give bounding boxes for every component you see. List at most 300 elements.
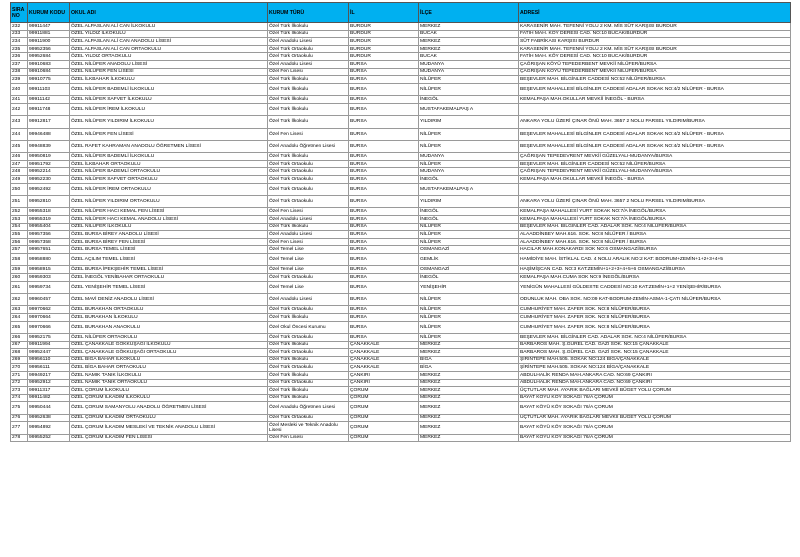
il-cell: BURDUR bbox=[349, 23, 419, 31]
table-row bbox=[11, 53, 791, 61]
il-cell: BURSA bbox=[349, 103, 419, 115]
il-cell: BURSA bbox=[349, 223, 419, 231]
ilce-cell: YENİŞEHİR bbox=[419, 281, 519, 293]
table-row bbox=[11, 321, 791, 333]
adres-cell: ÜÇTUTLAR MAH. AYARIK BAĞLARI MEVKİİ BÜGET YOLU ÇORUM bbox=[519, 414, 791, 422]
sira-no-cell: 235 bbox=[11, 45, 28, 53]
adres-cell: CUMHURİYET MAH. ZAFER SOK. NO:8 NİLÜFER/BURSA bbox=[519, 321, 791, 333]
adres-cell: KEMALPAŞA MAH.OKULLAR MEVKİİ İNEGÖL - BURSA bbox=[519, 176, 791, 184]
ilce-cell: İNEGÖL bbox=[419, 176, 519, 184]
kurum-turu-cell: Özel Türk Ortaokulu bbox=[268, 379, 349, 387]
table-row bbox=[11, 38, 791, 46]
adres-cell: BEŞEVLER MAHALLESİ BİLGİNLER CADDESİ ADALAR SOKAK NO:4/2 NİLÜFER - BURSA bbox=[519, 83, 791, 95]
kurum-kodu-cell: 99951792 bbox=[28, 160, 70, 168]
okul-adi-cell: ÖZEL NİLÜFER SAFVET ORTAOKULU bbox=[70, 176, 268, 184]
header-kurum-turu: KURUM TÜRÜ bbox=[268, 3, 349, 23]
kurum-turu-cell: Özel Fen Lisesi bbox=[268, 434, 349, 442]
sira-no-cell: 246 bbox=[11, 153, 28, 161]
ilce-cell: YILDIRIM bbox=[419, 196, 519, 208]
okul-adi-cell: ÖZEL BURAKHAN İLKOKULU bbox=[70, 313, 268, 321]
kurum-kodu-cell: 99912817 bbox=[28, 116, 70, 128]
kurum-turu-cell: Özel Türk İlkokulu bbox=[268, 223, 349, 231]
okul-adi-cell: ÖZEL NİLÜFER FEN LİSESİ bbox=[70, 68, 268, 76]
ilce-cell: MERKEZ bbox=[419, 379, 519, 387]
sira-no-cell: 276 bbox=[11, 414, 28, 422]
ilce-cell: MUDANYA bbox=[419, 68, 519, 76]
adres-cell: KEMALPAŞA MAHALLESİ YURT SOKAK NO:7/A İNEGÖL/BURSA bbox=[519, 216, 791, 224]
ilce-cell: İNEGÖL bbox=[419, 274, 519, 282]
sira-no-cell: 233 bbox=[11, 30, 28, 38]
ilce-cell: MERKEZ bbox=[419, 38, 519, 46]
kurum-kodu-cell: 99960457 bbox=[28, 293, 70, 305]
kurum-kodu-cell: 99952684 bbox=[28, 53, 70, 61]
il-cell: ÇANKIRI bbox=[349, 371, 419, 379]
kurum-turu-cell: Özel Türk İlkokulu bbox=[268, 394, 349, 402]
kurum-kodu-cell: 99956110 bbox=[28, 356, 70, 364]
table-row bbox=[11, 274, 791, 282]
kurum-kodu-cell: 99952230 bbox=[28, 176, 70, 184]
sira-no-cell: 251 bbox=[11, 196, 28, 208]
ilce-cell: BİGA bbox=[419, 364, 519, 372]
kurum-turu-cell: Özel Fen Lisesi bbox=[268, 238, 349, 246]
sira-no-cell: 253 bbox=[11, 216, 28, 224]
table-row bbox=[11, 60, 791, 68]
adres-cell: BEŞEVLER MAH. BİLGİNLER CAD. ADALAR SOK. NO:4 NİLÜFER/BURSA bbox=[519, 223, 791, 231]
sira-no-cell: 269 bbox=[11, 356, 28, 364]
ilce-cell: MERKEZ bbox=[419, 434, 519, 442]
table-row bbox=[11, 45, 791, 53]
okul-adi-cell: ÖZEL İLKBAHAR ORTAOKULU bbox=[70, 160, 268, 168]
ilce-cell: MUDANYA bbox=[419, 153, 519, 161]
kurum-turu-cell: Özel Türk İlkokulu bbox=[268, 341, 349, 349]
il-cell: BURSA bbox=[349, 231, 419, 239]
sira-no-cell: 254 bbox=[11, 223, 28, 231]
okul-adi-cell: ÖZEL NİLÜFER HACI KEMAL FEN LİSESİ bbox=[70, 208, 268, 216]
kurum-turu-cell: Özel Türk Ortaokulu bbox=[268, 349, 349, 357]
kurum-kodu-cell: 99952912 bbox=[28, 379, 70, 387]
adres-cell: BEŞEVLER MAHALLESİ BİLGİNLER CADDESİ ADALAR SOKAK NO:4/2 NİLÜFER - BURSA bbox=[519, 140, 791, 152]
okul-adi-cell: ÖZEL NİLÜFER HACI KEMAL ANADOLU LİSESİ bbox=[70, 216, 268, 224]
kurum-turu-cell: Özel Türk İlkokulu bbox=[268, 103, 349, 115]
adres-cell: ALAADDİNBEY MAH.616. SOK. NO:8 NİLÜFER / BURSA bbox=[519, 238, 791, 246]
adres-cell: BAYAT KÖYÜ KÖY SOKAĞI 76/A ÇORUM bbox=[519, 434, 791, 442]
table-row bbox=[11, 371, 791, 379]
okul-adi-cell: ÖZEL NİLÜFER BADEMLİ İLKOKULU bbox=[70, 153, 268, 161]
sira-no-cell: 273 bbox=[11, 387, 28, 395]
sira-no-cell: 274 bbox=[11, 394, 28, 402]
sira-no-cell: 255 bbox=[11, 231, 28, 239]
sira-no-cell: 278 bbox=[11, 434, 28, 442]
il-cell: BURSA bbox=[349, 96, 419, 104]
okul-adi-cell: ÖZEL NİLÜFER İREM İLKOKULU bbox=[70, 103, 268, 115]
kurum-kodu-cell: 99970664 bbox=[28, 313, 70, 321]
okul-adi-cell: ÖZEL ÇORUM SAMANYOLU ANADOLU ÖĞRETMEN LİSESİ bbox=[70, 402, 268, 414]
okul-adi-cell: ÖZEL NİLÜFER BADEMLİ İLKOKULU bbox=[70, 83, 268, 95]
table-row bbox=[11, 281, 791, 293]
kurum-kodu-cell: 99911482 bbox=[28, 394, 70, 402]
kurum-kodu-cell: 99952638 bbox=[28, 414, 70, 422]
table-row bbox=[11, 231, 791, 239]
ilce-cell: MERKEZ bbox=[419, 341, 519, 349]
adres-cell: BEŞEVLER MAH. BİLGİNLER CADDESİ NO:52 NİLÜFER/BURSA bbox=[519, 160, 791, 168]
adres-cell: ÇAĞRIŞAN KÖYÜ TEPEDERBENT MEVKİİ NİLÜFER/BURSA bbox=[519, 68, 791, 76]
kurum-kodu-cell: 99970662 bbox=[28, 306, 70, 314]
table-row bbox=[11, 83, 791, 95]
kurum-turu-cell: Özel Türk Ortaokulu bbox=[268, 274, 349, 282]
adres-cell: ŞİRİNTEPE MAH.505. SOKAK NO:124 BİGA/ÇANAKKALE bbox=[519, 356, 791, 364]
sira-no-cell: 277 bbox=[11, 422, 28, 434]
kurum-turu-cell: Özel Türk Ortaokulu bbox=[268, 414, 349, 422]
adres-cell bbox=[519, 183, 791, 195]
kurum-kodu-cell: 99952492 bbox=[28, 183, 70, 195]
okul-adi-cell: ÖZEL RAFET KAHRAMAN ANADOLU ÖĞRETMEN LİSESİ bbox=[70, 140, 268, 152]
kurum-turu-cell: Özel Anadolu Lisesi bbox=[268, 231, 349, 239]
table-row bbox=[11, 208, 791, 216]
kurum-kodu-cell: 99955252 bbox=[28, 434, 70, 442]
adres-cell: BEŞEVLER MAH. BİLGİNLER CADDESİ NO:52 NİLÜFER/BURSA bbox=[519, 76, 791, 84]
ilce-cell: BİGA bbox=[419, 356, 519, 364]
ilce-cell: MERKEZ bbox=[419, 371, 519, 379]
kurum-kodu-cell: 99950444 bbox=[28, 402, 70, 414]
adres-cell: KARASENİR MAH. TEFENNİ YOLU 2 KM. MİS SÜT KARŞISI BURDUR bbox=[519, 45, 791, 53]
il-cell: BURSA bbox=[349, 238, 419, 246]
kurum-turu-cell: Özel Anadolu Öğretmen Lisesi bbox=[268, 402, 349, 414]
il-cell: BURSA bbox=[349, 153, 419, 161]
kurum-kodu-cell: 99911447 bbox=[28, 23, 70, 31]
il-cell: BURSA bbox=[349, 160, 419, 168]
kurum-turu-cell: Özel Türk İlkokulu bbox=[268, 371, 349, 379]
ilce-cell: İNEGÖL bbox=[419, 96, 519, 104]
adres-cell: FATİH MAH. KÖY DERESİ CAD. NO:10 BUCAK/BURDUR bbox=[519, 53, 791, 61]
kurum-kodu-cell: 99952447 bbox=[28, 349, 70, 357]
kurum-turu-cell: Özel Türk Ortaokulu bbox=[268, 160, 349, 168]
sira-no-cell: 238 bbox=[11, 68, 28, 76]
ilce-cell: MERKEZ bbox=[419, 402, 519, 414]
table-row bbox=[11, 306, 791, 314]
adres-cell: BARBAROS MAH. Ş.GÜREL CAD. GAZİ SOK. NO:15 ÇANAKKALE bbox=[519, 341, 791, 349]
okul-adi-cell: ÖZEL NAMIK TANIK İLKOKULU bbox=[70, 371, 268, 379]
il-cell: BURSA bbox=[349, 60, 419, 68]
kurum-kodu-cell: 99955319 bbox=[28, 216, 70, 224]
kurum-kodu-cell: 99958915 bbox=[28, 266, 70, 274]
kurum-turu-cell: Özel Türk İlkokulu bbox=[268, 30, 349, 38]
adres-cell: FATİH MAH. KÖY DERESİ CAD. NO:10 BUCAK/BURDUR bbox=[519, 30, 791, 38]
ilce-cell: BUCAK bbox=[419, 30, 519, 38]
sira-no-cell: 250 bbox=[11, 183, 28, 195]
il-cell: BURSA bbox=[349, 254, 419, 266]
table-row bbox=[11, 168, 791, 176]
kurum-turu-cell: Özel Türk İlkokulu bbox=[268, 387, 349, 395]
table-row bbox=[11, 76, 791, 84]
sira-no-cell: 268 bbox=[11, 349, 28, 357]
il-cell: BURSA bbox=[349, 76, 419, 84]
kurum-turu-cell: Özel Temel Lise bbox=[268, 281, 349, 293]
il-cell: ÇANAKKALE bbox=[349, 349, 419, 357]
table-row bbox=[11, 216, 791, 224]
okul-adi-cell: ÖZEL AÇILIM TEMEL LİSESİ bbox=[70, 254, 268, 266]
il-cell: BURSA bbox=[349, 266, 419, 274]
table-row bbox=[11, 116, 791, 128]
adres-cell: BAYAT KÖYÜ KÖY SOKAĞI 76/A ÇORUM bbox=[519, 394, 791, 402]
sira-no-cell: 270 bbox=[11, 364, 28, 372]
adres-cell: KEMALPAŞA MAHALLESİ YURT SOKAK NO:7/A İNEGÖL/BURSA bbox=[519, 208, 791, 216]
header-ilce: İLÇE bbox=[419, 3, 519, 23]
adres-cell: ÇAĞRIŞAN KÖYÜ TEPEDERBENT MEVKİİ NİLÜFER/BURSA bbox=[519, 60, 791, 68]
kurum-kodu-cell: 99911748 bbox=[28, 103, 70, 115]
kurum-turu-cell: Özel Fen Lisesi bbox=[268, 128, 349, 140]
sira-no-cell: 258 bbox=[11, 254, 28, 266]
sira-no-cell: 261 bbox=[11, 281, 28, 293]
kurum-kodu-cell: 99910775 bbox=[28, 76, 70, 84]
adres-cell: BARBAROS MAH. Ş.GÜREL CAD. GAZİ SOK. NO:15 ÇANAKKALE bbox=[519, 349, 791, 357]
adres-cell: HACILAR MAH.KONAKARDI SOK NO:6 OSMANGAZİ/BURSA bbox=[519, 246, 791, 254]
sira-no-cell: 256 bbox=[11, 238, 28, 246]
sira-no-cell: 239 bbox=[11, 76, 28, 84]
kurum-kodu-cell: 99952175 bbox=[28, 333, 70, 341]
okul-adi-cell: ÖZEL BURSA TEMEL LİSESİ bbox=[70, 246, 268, 254]
il-cell: BURDUR bbox=[349, 53, 419, 61]
table-row bbox=[11, 30, 791, 38]
adres-cell: KARASENİR MAH. TEFENNİ YOLU 2 KM. MİS SÜT KARŞISI BURDUR bbox=[519, 23, 791, 31]
table-row bbox=[11, 223, 791, 231]
il-cell: BURSA bbox=[349, 183, 419, 195]
table-row bbox=[11, 140, 791, 152]
table-row bbox=[11, 238, 791, 246]
kurum-kodu-cell: 99957358 bbox=[28, 238, 70, 246]
il-cell: BURSA bbox=[349, 216, 419, 224]
il-cell: BURSA bbox=[349, 246, 419, 254]
ilce-cell: MUDANYA bbox=[419, 168, 519, 176]
okul-adi-cell: ÖZEL NİLÜFER BADEMLİ ORTAOKULU bbox=[70, 168, 268, 176]
sira-no-cell: 259 bbox=[11, 266, 28, 274]
sira-no-cell: 267 bbox=[11, 341, 28, 349]
il-cell: ÇORUM bbox=[349, 414, 419, 422]
school-table bbox=[10, 2, 791, 442]
ilce-cell: NİLÜFER bbox=[419, 231, 519, 239]
adres-cell: BEŞEVLER MAH. BİLGİNLER CAD. ADALAR SOK. NO:4 NİLÜFER/BURSA bbox=[519, 333, 791, 341]
kurum-kodu-cell: 99959734 bbox=[28, 281, 70, 293]
okul-adi-cell: ÖZEL NİLÜFER SAFVET İLKOKULU bbox=[70, 96, 268, 104]
adres-cell: BAYAT KÖYÜ KÖY SOKAĞI 76/A ÇORUM bbox=[519, 402, 791, 414]
table-row bbox=[11, 414, 791, 422]
okul-adi-cell: ÖZEL NİLÜFER FEN LİSESİ bbox=[70, 128, 268, 140]
okul-adi-cell: ÖZEL BURSA İPEKŞEHİR TEMEL LİSESİ bbox=[70, 266, 268, 274]
kurum-kodu-cell: 99911900 bbox=[28, 38, 70, 46]
sira-no-cell: 245 bbox=[11, 140, 28, 152]
ilce-cell: NİLÜFER bbox=[419, 160, 519, 168]
kurum-turu-cell: Özel Türk İlkokulu bbox=[268, 83, 349, 95]
il-cell: ÇANAKKALE bbox=[349, 356, 419, 364]
sira-no-cell: 260 bbox=[11, 274, 28, 282]
il-cell: BURDUR bbox=[349, 45, 419, 53]
header-kurum-kodu: KURUM KODU bbox=[28, 3, 70, 23]
table-row bbox=[11, 266, 791, 274]
kurum-kodu-cell: 99946488 bbox=[28, 128, 70, 140]
adres-cell: ANKARA YOLU ÜZERİ ÇINAR ÖNÜ MAH. 3657 2 NOLU PARSEL YILDIRIM/BURSA bbox=[519, 116, 791, 128]
il-cell: BURSA bbox=[349, 274, 419, 282]
okul-adi-cell: ÖZEL BİGA BAHAR ORTAOKULU bbox=[70, 364, 268, 372]
kurum-kodu-cell: 99911994 bbox=[28, 341, 70, 349]
ilce-cell: OSMANGAZİ bbox=[419, 266, 519, 274]
table-row bbox=[11, 349, 791, 357]
il-cell: ÇORUM bbox=[349, 394, 419, 402]
kurum-kodu-cell: 99952810 bbox=[28, 196, 70, 208]
kurum-kodu-cell: 99950819 bbox=[28, 153, 70, 161]
il-cell: BURSA bbox=[349, 196, 419, 208]
sira-no-cell: 252 bbox=[11, 208, 28, 216]
il-cell: ÇANAKKALE bbox=[349, 341, 419, 349]
il-cell: BURSA bbox=[349, 116, 419, 128]
ilce-cell: MERKEZ bbox=[419, 387, 519, 395]
adres-cell: ÇAĞRIŞAN TEPEDEVRENT MEVKİİ GÜZELYALI-MUDANYA/BURSA bbox=[519, 153, 791, 161]
kurum-turu-cell: Özel Türk Ortaokulu bbox=[268, 168, 349, 176]
adres-cell: ODUNLUK MAH. OBA SOK. NO:09 KAT-BODRUM-ZEMİN-ASMA-1-ÇATI NİLÜFER/BURSA bbox=[519, 293, 791, 305]
kurum-turu-cell: Özel Türk Ortaokulu bbox=[268, 306, 349, 314]
okul-adi-cell: ÖZEL BİGA BAHAR İLKOKULU bbox=[70, 356, 268, 364]
okul-adi-cell: ÖZEL ÇORUM İLKADIM İLKOKULU bbox=[70, 394, 268, 402]
adres-cell: SÜT FABRİKASI KARŞISI BURDUR bbox=[519, 38, 791, 46]
okul-adi-cell: ÖZEL NİLÜFER YILDIRIM İLKOKULU bbox=[70, 116, 268, 128]
adres-cell: ANKARA YOLU ÜZERİ ÇINAR ÖNÜ MAH. 3657 2 NOLU PARSEL YILDIRIM/BURSA bbox=[519, 196, 791, 208]
il-cell: BURDUR bbox=[349, 30, 419, 38]
table-row bbox=[11, 254, 791, 266]
header-row bbox=[11, 3, 791, 23]
kurum-turu-cell: Özel Anadolu Lisesi bbox=[268, 293, 349, 305]
il-cell: ÇANKIRI bbox=[349, 379, 419, 387]
kurum-turu-cell: Özel Türk Ortaokulu bbox=[268, 183, 349, 195]
okul-adi-cell: ÖZEL İNEGÖL YENİBAHAR ORTAOKULU bbox=[70, 274, 268, 282]
kurum-kodu-cell: 99910684 bbox=[28, 68, 70, 76]
okul-adi-cell: ÖZEL ÇORUM İLKOKULU bbox=[70, 387, 268, 395]
okul-adi-cell: ÖZEL ÇORUM İLKADIM FEN LİSESİ bbox=[70, 434, 268, 442]
ilce-cell: MUSTAFAKEMALPAŞ A bbox=[419, 103, 519, 115]
okul-adi-cell: ÖZEL ÇORUM İLKADIM ORTAOKULU bbox=[70, 414, 268, 422]
header-okul-adi: OKUL ADI bbox=[70, 3, 268, 23]
sira-no-cell: 272 bbox=[11, 379, 28, 387]
kurum-turu-cell: Özel Türk Ortaokulu bbox=[268, 176, 349, 184]
il-cell: ÇANAKKALE bbox=[349, 364, 419, 372]
adres-cell: ALAADDİNBEY MAH.616. SOK. NO:8 NİLÜFER / BURSA bbox=[519, 231, 791, 239]
ilce-cell: MERKEZ bbox=[419, 23, 519, 31]
kurum-kodu-cell: 99910683 bbox=[28, 60, 70, 68]
okul-adi-cell: ÖZEL İLKBAHAR İLKOKULU bbox=[70, 76, 268, 84]
adres-cell: HAMİDİYE MAH. İSTİKLAL CAD. 4 NOLU ARALIK NO:2 KAT: BODRUM+ZEMİN+1+2+3+4+5 bbox=[519, 254, 791, 266]
kurum-turu-cell: Özel Türk Ortaokulu bbox=[268, 333, 349, 341]
il-cell: BURSA bbox=[349, 333, 419, 341]
il-cell: BURDUR bbox=[349, 38, 419, 46]
il-cell: ÇORUM bbox=[349, 402, 419, 414]
kurum-turu-cell: Özel Okul Öncesi Kurumu bbox=[268, 321, 349, 333]
table-row bbox=[11, 128, 791, 140]
ilce-cell: MERKEZ bbox=[419, 394, 519, 402]
okul-adi-cell: ÖZEL ÇANAKKALE GÖKKUŞAĞI ORTAOKULU bbox=[70, 349, 268, 357]
kurum-turu-cell: Özel Türk Ortaokulu bbox=[268, 364, 349, 372]
adres-cell: ABDULHALİK RENDA MAH.ANKARA CAD. NO:69 ÇANKIRI bbox=[519, 371, 791, 379]
kurum-kodu-cell: 99948839 bbox=[28, 140, 70, 152]
kurum-kodu-cell: 99911142 bbox=[28, 96, 70, 104]
sira-no-cell: 247 bbox=[11, 160, 28, 168]
il-cell: BURSA bbox=[349, 306, 419, 314]
ilce-cell: MUSTAFAKEMALPAŞ A bbox=[419, 183, 519, 195]
table-row bbox=[11, 196, 791, 208]
kurum-turu-cell: Özel Türk İlkokulu bbox=[268, 76, 349, 84]
okul-adi-cell: ÖZEL BURSA BİREY FEN LİSESİ bbox=[70, 238, 268, 246]
sira-no-cell: 248 bbox=[11, 168, 28, 176]
il-cell: BURSA bbox=[349, 281, 419, 293]
sira-no-cell: 263 bbox=[11, 306, 28, 314]
kurum-turu-cell: Özel Temel Lise bbox=[268, 254, 349, 266]
kurum-kodu-cell: 99957356 bbox=[28, 231, 70, 239]
kurum-kodu-cell: 99957651 bbox=[28, 246, 70, 254]
il-cell: BURSA bbox=[349, 128, 419, 140]
header-adresi: ADRESİ bbox=[519, 3, 791, 23]
kurum-kodu-cell: 99954892 bbox=[28, 422, 70, 434]
kurum-kodu-cell: 99911317 bbox=[28, 387, 70, 395]
table-row bbox=[11, 379, 791, 387]
kurum-turu-cell: Özel Türk Ortaokulu bbox=[268, 196, 349, 208]
table-row bbox=[11, 402, 791, 414]
okul-adi-cell: ÖZEL NİLÜFER ANADOLU LİSESİ bbox=[70, 60, 268, 68]
okul-adi-cell: ÖZEL ÇANAKKALE GÖKKUŞAĞI İLKOKULU bbox=[70, 341, 268, 349]
table-body bbox=[11, 23, 791, 442]
kurum-kodu-cell: 99955318 bbox=[28, 208, 70, 216]
ilce-cell: NİLÜFER bbox=[419, 76, 519, 84]
sira-no-cell: 271 bbox=[11, 371, 28, 379]
kurum-kodu-cell: 99959303 bbox=[28, 274, 70, 282]
adres-cell: KEMALPAŞA MAH.CUMA SOK NO:9 İNEGÖL/BURSA bbox=[519, 274, 791, 282]
okul-adi-cell: ÖZEL YILDIZ ORTAOKULU bbox=[70, 53, 268, 61]
il-cell: BURSA bbox=[349, 293, 419, 305]
il-cell: ÇORUM bbox=[349, 387, 419, 395]
adres-cell: ABDULHALİK RENDA MAH.ANKARA CAD. NO:69 ÇANKIRI bbox=[519, 379, 791, 387]
okul-adi-cell: ÖZEL ALPASLAN ALİ CAN ANADOLU LİSESİ bbox=[70, 38, 268, 46]
okul-adi-cell: ÖZEL NAMIK TANIK ORTAOKULU bbox=[70, 379, 268, 387]
ilce-cell: NİLÜFER bbox=[419, 140, 519, 152]
sira-no-cell: 257 bbox=[11, 246, 28, 254]
kurum-turu-cell: Özel Türk Ortaokulu bbox=[268, 53, 349, 61]
kurum-turu-cell: Özel Fen Lisesi bbox=[268, 68, 349, 76]
okul-adi-cell: ÖZEL NİLÜFER ORTAOKULU bbox=[70, 333, 268, 341]
ilce-cell: MUDANYA bbox=[419, 60, 519, 68]
adres-cell: YENİGÜN MAHALLESİ GÜLDESTE CADDESİ NO:10 KAT:ZEMİN+1+2 YENİŞEHİR/BURSA bbox=[519, 281, 791, 293]
adres-cell: HAŞİMİŞCAN CAD. NO:3 KAT:ZEMİN+1+2+3+4+5+6 OSMANGAZİ/BURSA bbox=[519, 266, 791, 274]
sira-no-cell: 249 bbox=[11, 176, 28, 184]
kurum-turu-cell: Özel Temel Lise bbox=[268, 266, 349, 274]
il-cell: BURSA bbox=[349, 68, 419, 76]
sira-no-cell: 275 bbox=[11, 402, 28, 414]
ilce-cell: MERKEZ bbox=[419, 414, 519, 422]
table-row bbox=[11, 246, 791, 254]
okul-adi-cell: ÖZEL ALPASLAN ALİ CAN İLKOKULU bbox=[70, 23, 268, 31]
il-cell: BURSA bbox=[349, 321, 419, 333]
sira-no-cell: 242 bbox=[11, 103, 28, 115]
ilce-cell: NİLÜFER bbox=[419, 238, 519, 246]
sira-no-cell: 262 bbox=[11, 293, 28, 305]
table-row bbox=[11, 176, 791, 184]
adres-cell: KEMALPAŞA MAH.OKULLAR MEVKİİ İNEGÖL - BURSA bbox=[519, 96, 791, 104]
adres-cell: BEŞEVLER MAHALLESİ BİLGİNLER CADDESİ ADALAR SOKAK NO:4/2 NİLÜFER - BURSA bbox=[519, 128, 791, 140]
kurum-turu-cell: Özel Türk İlkokulu bbox=[268, 356, 349, 364]
il-cell: BURSA bbox=[349, 208, 419, 216]
ilce-cell: İNEGÖL bbox=[419, 216, 519, 224]
table-row bbox=[11, 434, 791, 442]
ilce-cell: İNEGÖL bbox=[419, 208, 519, 216]
adres-cell: CUMHURİYET MAH. ZAFER SOK. NO:8 NİLÜFER/BURSA bbox=[519, 313, 791, 321]
kurum-kodu-cell: 99952214 bbox=[28, 168, 70, 176]
kurum-turu-cell: Özel Türk İlkokulu bbox=[268, 116, 349, 128]
ilce-cell: YILDIRIM bbox=[419, 116, 519, 128]
kurum-kodu-cell: 99949217 bbox=[28, 371, 70, 379]
